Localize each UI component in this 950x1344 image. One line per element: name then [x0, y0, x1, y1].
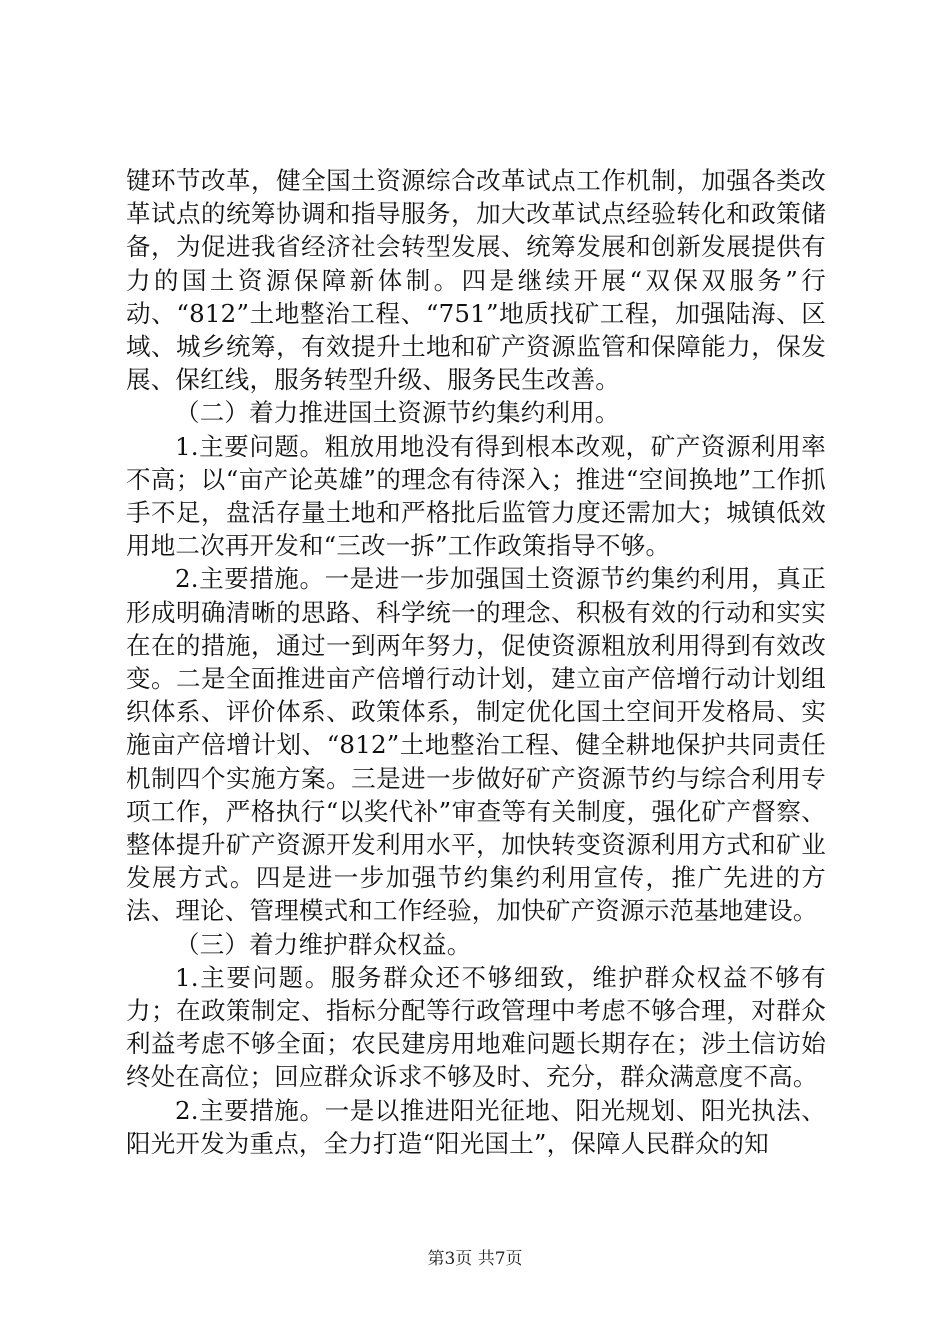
paragraph-main-measures-2: 2.主要措施。一是进一步加强国土资源节约集约利用，真正形成明确清晰的思路、科学统一的理念、积极有效的行动和实实在在的措施，通过一到两年努力，促使资源粗放利用得到有效改变。二是全面推进亩产倍增行动计划，建立亩产倍增行动计划组织体系、评价体系、政策体系，制定优化国土空间开发格局、实施亩产倍增计划、“812”土地整治工程、健全耕地保护共同责任机制四个实施方案。三是进一步做好矿产资源节约与综合利用专项工作，严格执行“以奖代补”审查等有关制度，强化矿产督察、整体提升矿产资源开发利用水平，加快转变资源利用方式和矿业发展方式。四是进一步加强节约集约利用宣传，推广先进的方法、理论、管理模式和工作经验，加快矿产资源示范基地建设。: [126, 564, 826, 926]
paragraph-continuation: 键环节改革，健全国土资源综合改革试点工作机制，加强各类改革试点的统筹协调和指导服务，加大改革试点经验转化和政策储备，为促进我省经济社会转型发展、统筹发展和创新发展提供有力的国土资源保障新体制。四是继续开展“双保双服务”行动、“812”土地整治工程、“751”地质找矿工程，加强陆海、区域、城乡统筹，有效提升土地和矿产资源监管和保障能力，保发展、保红线，服务转型升级、服务民生改善。: [126, 166, 826, 395]
section-heading-3: （三）着力维护群众权益。: [175, 929, 472, 959]
page-number-footer: 第3页 共7页: [427, 1249, 523, 1269]
section-heading-2: （二）着力推进国土资源节约集约利用。: [175, 398, 620, 428]
paragraph-main-problems-3: 1.主要问题。服务群众还不够细致，维护群众权益不够有力；在政策制定、指标分配等行政管理中考虑不够合理，对群众利益考虑不够全面；农民建房用地难问题长期存在；涉土信访始终处在高位；回应群众诉求不够及时、充分，群众满意度不高。: [126, 962, 826, 1092]
paragraph-main-measures-3: 2.主要措施。一是以推进阳光征地、阳光规划、阳光执法、阳光开发为重点，全力打造“阳光国土”，保障人民群众的知: [126, 1095, 826, 1158]
document-body: [126, 164, 826, 1160]
paragraph-main-problems-2: 1.主要问题。粗放用地没有得到根本改观，矿产资源利用率不高；以“亩产论英雄”的理念有待深入；推进“空间换地”工作抓手不足，盘活存量土地和严格批后监管力度还需加大；城镇低效用地二次再开发和“三改一拆”工作政策指导不够。: [126, 431, 826, 561]
